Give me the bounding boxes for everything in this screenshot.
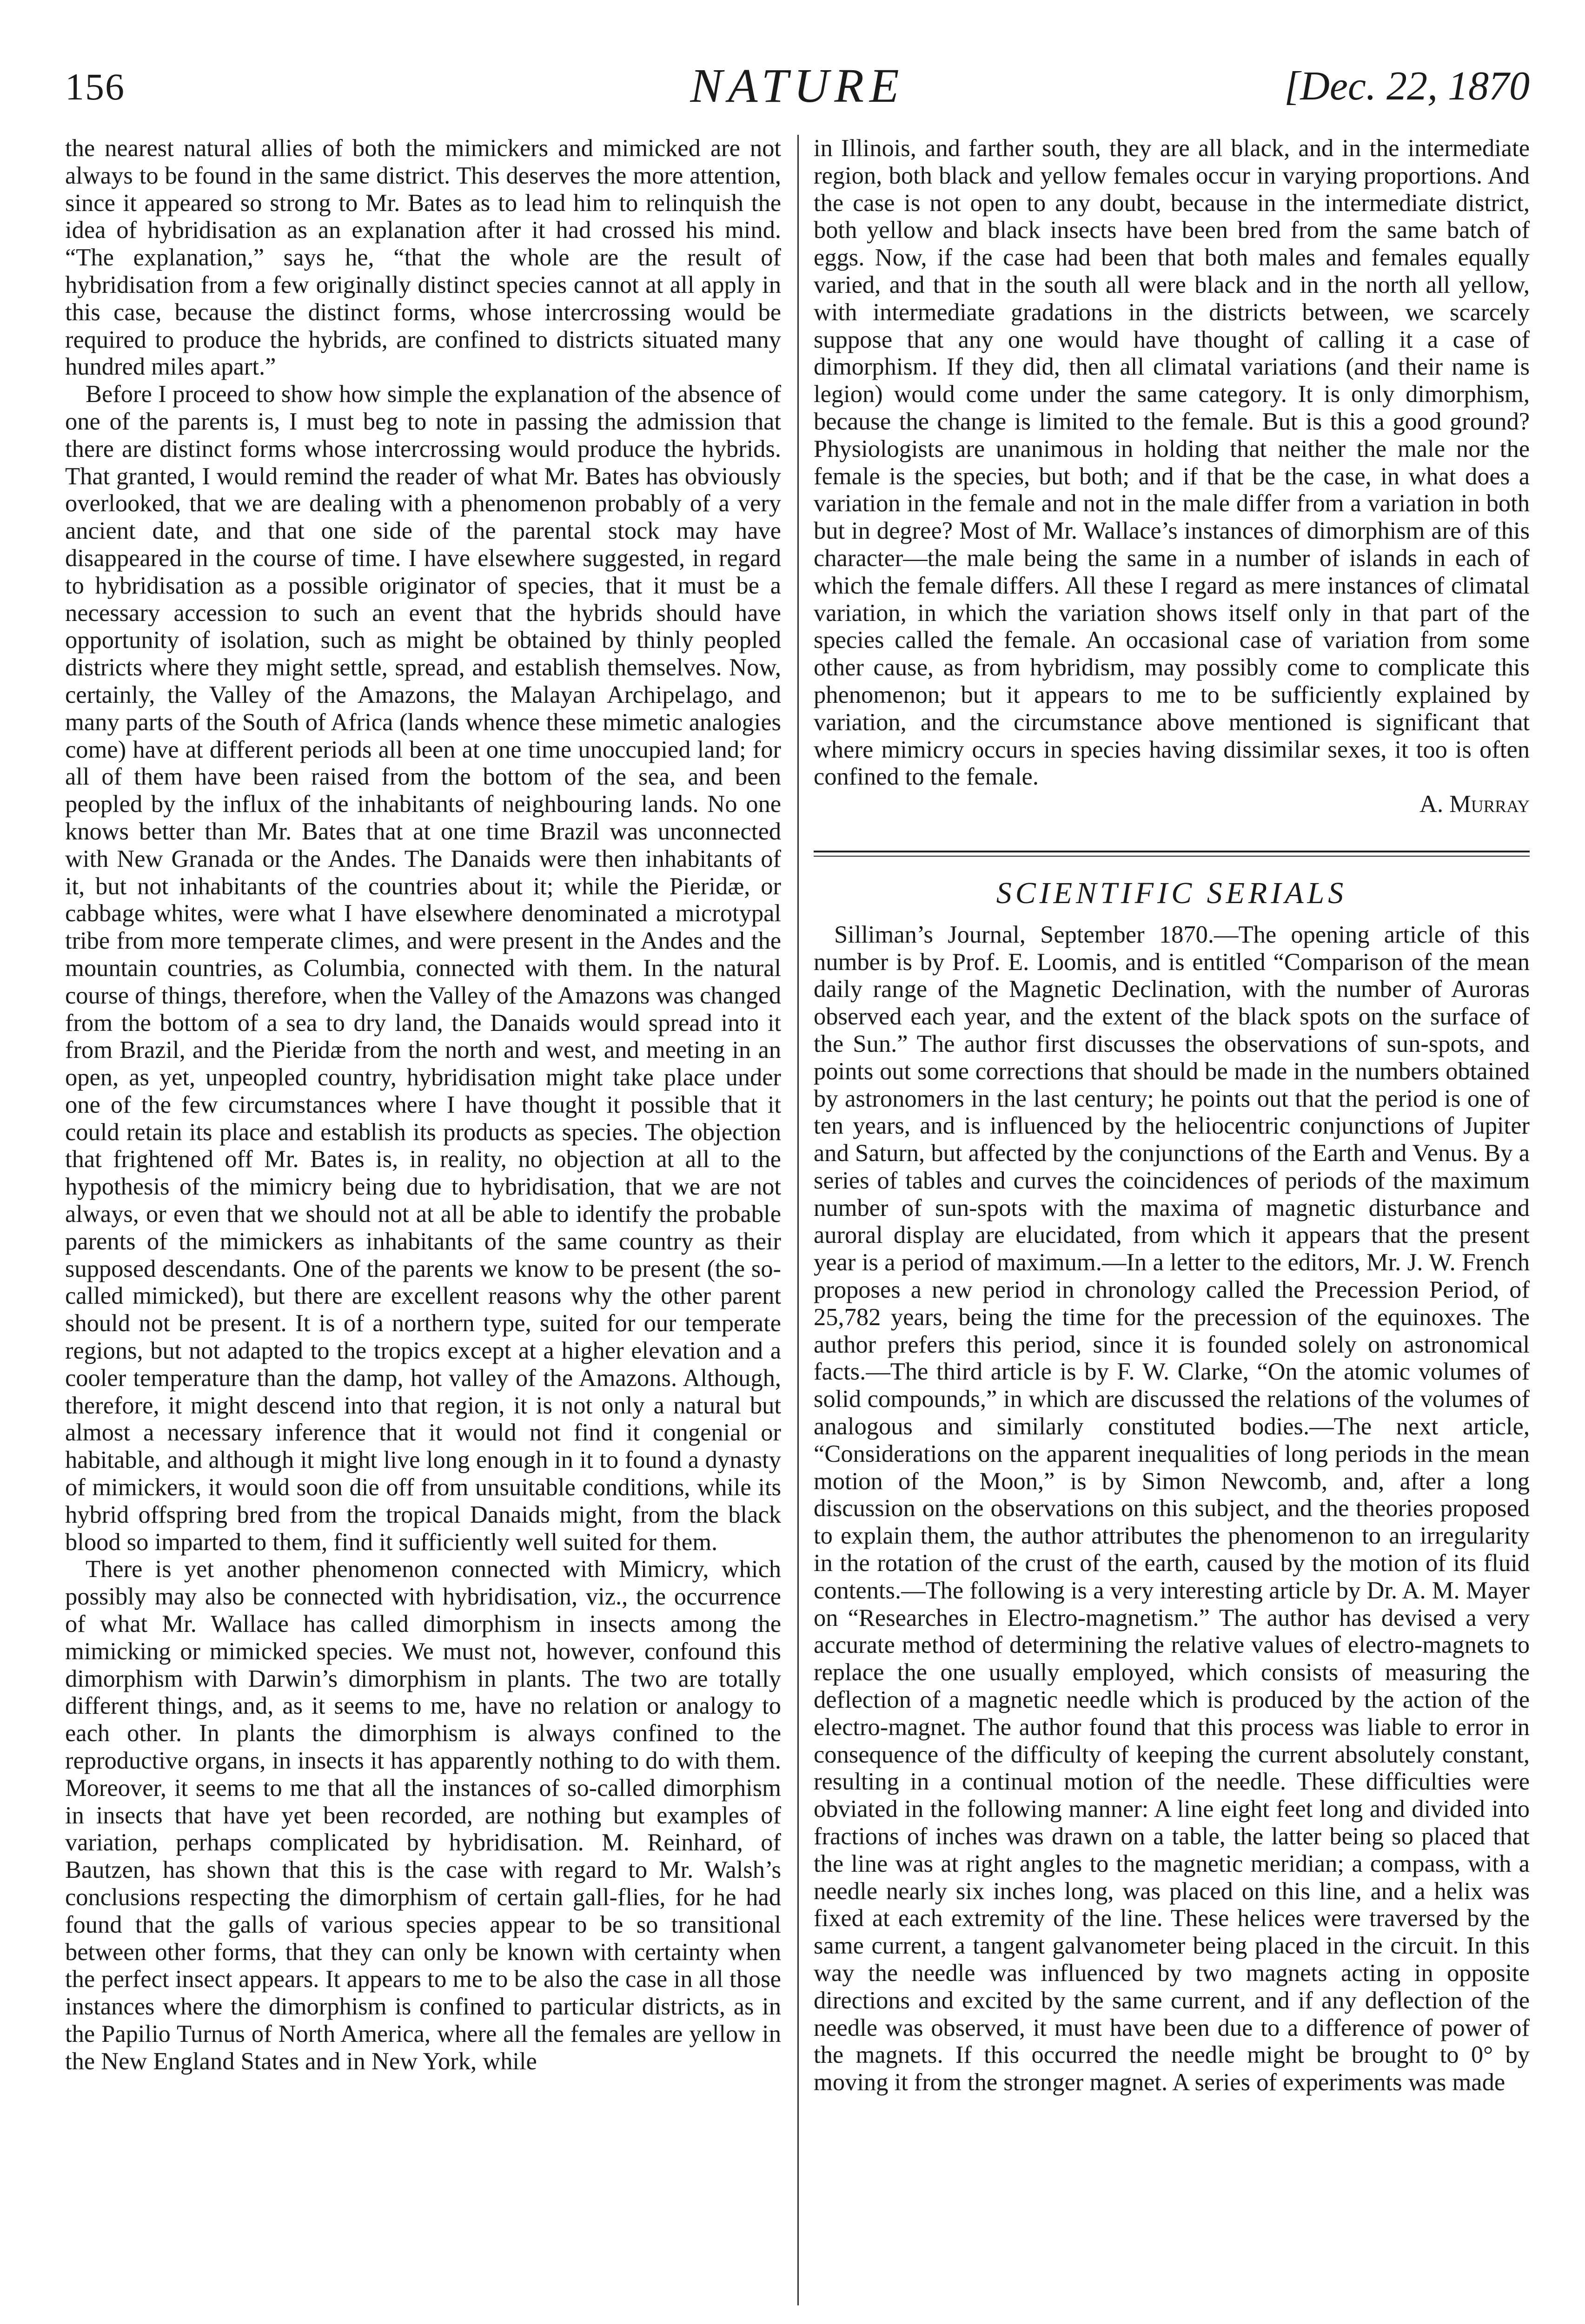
- paragraph: in Illinois, and farther south, they are all black, and in the intermediate region, both black and yellow females occur in varying proportions. And the case is not open to any doubt, because in the intermediate district, both yellow and black insects have been bred from the same batch of eggs. Now, if the case had been that both males and females equally varied, and that in the south all were black and in the north all yellow, with intermediate gradations in the districts between, we scarcely suppose that any one would have thought of calling it a case of dimorphism. If they did, then all climatal variations (and their name is legion) would come under the same category. It is only dimorphism, because the change is limited to the female. But is this a good ground? Physiologists are unanimous in holding that neither the male nor the female is the species, but both; and if that be the case, in what does a variation in the female and not in the male differ from a variation in both but in degree? Most of Mr. Wallace’s instances of dimorphism are of this character—the male being the same in a number of islands in each of which the female differs. All these I regard as mere instances of climatal variation, in which the variation shows itself only in that part of the species called the female. An occasional case of variation from some other cause, as from hybridism, may possibly come to complicate this phenomenon; but it appears to me to be sufficiently explained by variation, and the circumstance above mentioned is significant that where mimicry occurs in species having dissimilar sexes, it too is often confined to the female.: [814, 135, 1530, 791]
- section-title: SCIENTIFIC SERIALS: [996, 876, 1347, 910]
- running-header: [65, 37, 1530, 125]
- journal-title: NATURE: [690, 59, 905, 112]
- page-number: 156: [65, 66, 125, 108]
- column-divider: [797, 135, 799, 2305]
- author-signature: A. Murray: [1419, 791, 1530, 818]
- section-rule: [814, 851, 1530, 857]
- paragraph: There is yet another phenomenon connected with Mimicry, which possibly may also be connected with hybridisation, viz., the occurrence of what Mr. Wallace has called dimorphism in insects among the mimicking or mimicked species. We must not, however, confound this dimorphism with Darwin’s dimorphism in plants. The two are totally different things, and, as it seems to me, have no relation or analogy to each other. In plants the dimorphism is always confined to the reproductive organs, in insects it has apparently nothing to do with them. Moreover, it seems to me that all the instances of so-called dimorphism in insects that have yet been recorded, are nothing but examples of variation, perhaps complicated by hybridisation. M. Reinhard, of Bautzen, has shown that this is the case with regard to Mr. Walsh’s conclusions respecting the dimorphism of certain gall-flies, for he had found that the galls of various species appear to be so transitional between other forms, that they can only be known with certainty when the perfect insect appears. It appears to me to be also the case in all those instances where the dimorphism is confined to particular districts, as in the Papilio Turnus of North America, where all the females are yellow in the New England States and in New York, while: [65, 1556, 781, 2075]
- paragraph: Silliman’s Journal, September 1870.—The opening article of this number is by Prof. E. Loomis, and is entitled “Comparison of the mean daily range of the Magnetic Declination, with the number of Auroras observed each year, and the extent of the black spots on the surface of the Sun.” The author first discusses the observations of sun-spots, and points out some corrections that should be made in the numbers obtained by astronomers in the last century; he points out that the period is one of ten years, and is influenced by the heliocentric conjunctions of Jupiter and Saturn, but affected by the conjunctions of the Earth and Venus. By a series of tables and curves the coincidences of periods of the maximum number of sun-spots with the maxima of magnetic disturbance and auroral display are elucidated, from which it appears that the present year is a period of maximum.—In a letter to the editors, Mr. J. W. French proposes a new period in chronology called the Precession Period, of 25,782 years, being the time for the precession of the equinoxes. The author prefers this period, since it is founded solely on astronomical facts.—The third article is by F. W. Clarke, “On the atomic volumes of solid compounds,” in which are discussed the relations of the volumes of analogous and similarly constituted bodies.—The next article, “Considerations on the apparent inequalities of long periods in the mean motion of the Moon,” is by Simon Newcomb, and, after a long discussion on the observations on this subject, and the theories proposed to explain them, the author attributes the phenomenon to an irregularity in the rotation of the crust of the earth, caused by the motion of its fluid contents.—The following is a very interesting article by Dr. A. M. Mayer on “Researches in Electro-magnetism.” The author has devised a very accurate method of determining the relative values of electro-magnets to replace the one usually employed, which consists of measuring the deflection of a magnetic needle which is produced by the action of the electro-magnet. The author found that this process was liable to error in consequence of the difficulty of keeping the current absolutely constant, resulting in a continual motion of the needle. These difficulties were obviated in the following manner: A line eight feet long and divided into fractions of inches was drawn on a table, the latter being so placed that the line was at right angles to the magnetic meridian; a compass, with a needle nearly six inches long, was placed on this line, and a helix was fixed at each extremity of the line. These helices were traversed by the same current, a tangent galvanometer being placed in the circuit. In this way the needle was influenced by two magnets acting in opposite directions and excited by the same current, and if any deflection of the needle was observed, it must have been due to a difference of power of the magnets. If this occurred the needle might be brought to 0° by moving it from the stronger magnet. A series of experiments was made: [814, 921, 1530, 2096]
- rule-line: [814, 851, 1530, 852]
- article-columns: [65, 135, 1530, 2315]
- right-column: [814, 135, 1530, 2096]
- rule-line: [814, 856, 1530, 857]
- left-column: [65, 135, 781, 2075]
- paragraph: the nearest natural allies of both the mimickers and mimicked are not always to be found in the same district. This deserves the more attention, since it appeared so strong to Mr. Bates as to lead him to relinquish the idea of hybridisation as an explanation after it had crossed his mind. “The explanation,” says he, “that the whole are the result of hybridisation from a few originally distinct species cannot at all apply in this case, because the distinct forms, whose intercrossing would be required to produce the hybrids, are confined to districts situated many hundred miles apart.”: [65, 135, 781, 381]
- page: [65, 37, 1530, 2315]
- paragraph: Before I proceed to show how simple the explanation of the absence of one of the parents is, I must beg to note in passing the admission that there are distinct forms whose intercrossing would produce the hybrids. That granted, I would remind the reader of what Mr. Bates has obviously overlooked, that we are dealing with a phenomenon probably of a very ancient date, and that one side of the parental stock may have disappeared in the course of time. I have elsewhere suggested, in regard to hybridisation as a possible originator of species, that it must be a necessary accession to such an event that the hybrids should have opportunity of isolation, such as might be obtained by thinly peopled districts where they might settle, spread, and establish themselves. Now, certainly, the Valley of the Amazons, the Malayan Archipelago, and many parts of the South of Africa (lands whence these mimetic analogies come) have at different periods all been at one time unoccupied land; for all of them have been raised from the bottom of the sea, and been peopled by the influx of the inhabitants of neighbouring lands. No one knows better than Mr. Bates that at one time Brazil was unconnected with New Granada or the Andes. The Danaids were then inhabitants of it, but not inhabitants of the countries about it; while the Pieridæ, or cabbage whites, were what I have elsewhere denominated a microtypal tribe from more temperate climes, and were present in the Andes and the mountain countries, as Columbia, connected with them. In the natural course of things, therefore, when the Valley of the Amazons was changed from the bottom of a sea to dry land, the Danaids would spread into it from Brazil, and the Pieridæ from the north and west, and meeting in an open, as yet, unpeopled country, hybridisation might take place under one of the few circumstances where I have thought it possible that it could retain its place and establish its products as species. The objection that frightened off Mr. Bates is, in reality, no objection at all to the hypothesis of the mimicry being due to hybridisation, that we are not always, or even that we should not at all be able to identify the probable parents of the mimickers as inhabitants of the same country as their supposed descendants. One of the parents we know to be present (the so-called mimicked), but there are excellent reasons why the other parent should not be present. It is of a northern type, suited for our temperate regions, but not adapted to the tropics except at a higher elevation and a cooler temperature than the damp, hot valley of the Amazons. Although, therefore, it might descend into that region, it is not only a natural but almost a necessary inference that it would not find it congenial or habitable, and although it might live long enough in it to found a dynasty of mimickers, it would soon die off from unsuitable conditions, while its hybrid offspring bred from the tropical Danaids might, from the black blood so imparted to them, find it sufficiently well suited for them.: [65, 381, 782, 1556]
- issue-date: [Dec. 22, 1870: [1284, 64, 1530, 109]
